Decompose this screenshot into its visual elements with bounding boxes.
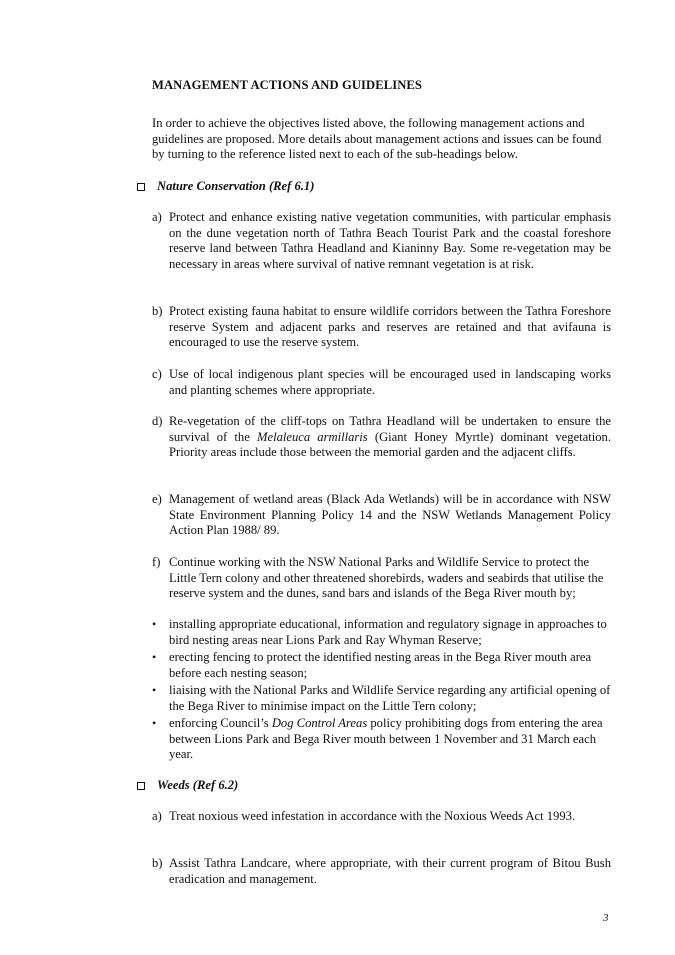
checkbox-bullet-icon	[137, 782, 145, 790]
item-text: Continue working with the NSW National Parks and Wildlife Service to protect the Little Tern colony and other threatened shorebirds, waders and seabirds that utilise the reserve system and the dunes, sand bars and islands of the Bega River mouth by;	[169, 555, 604, 601]
item-text: Management of wetland areas (Black Ada Wetlands) will be in accordance with NSW State Environment Planning Policy 14 and the NSW Wetlands Management Policy Action Plan 1988/ 89.	[169, 492, 611, 538]
list-item	[152, 304, 611, 351]
list-item	[152, 367, 611, 398]
list-item	[152, 492, 611, 539]
item-text	[169, 414, 611, 461]
list-item	[152, 210, 611, 272]
item-label: c)	[152, 367, 162, 381]
section-heading-nature-conservation	[137, 179, 314, 195]
item-text-end: (Giant Honey Myrtle) dominant vegetation. Priority areas include those between the memorial garden and the adjacent cliffs.	[169, 429, 611, 460]
item-label: f)	[152, 555, 161, 569]
bullet-dot-icon: •	[152, 716, 157, 730]
bullet-text-start: enforcing Council’s	[169, 716, 272, 730]
list-item	[152, 414, 611, 461]
section-title: Nature Conservation (Ref 6.1)	[157, 179, 315, 193]
bullet-item	[152, 683, 611, 714]
bullet-item	[152, 617, 611, 648]
bullet-text: erecting fencing to protect the identified nesting areas in the Bega River mouth area before each nesting season;	[169, 650, 592, 680]
bullet-text-end: policy prohibiting dogs from entering the area between Lions Park and Bega River mouth between 1 November and 31 March each year.	[169, 716, 603, 762]
list-item	[152, 856, 611, 887]
item-label: b)	[152, 856, 163, 870]
item-label: d)	[152, 414, 163, 428]
species-name: Melaleuca armillaris	[256, 429, 368, 444]
policy-name: Dog Control Areas	[271, 716, 368, 730]
bullet-text: installing appropriate educational, information and regulatory signage in approaches to bird nesting areas near Lions Park and Ray Whyman Reserve;	[169, 617, 607, 647]
intro-paragraph: In order to achieve the objectives listed above, the following management actions and guidelines are proposed. More details about management actions and issues can be found by turning to the reference listed next to each of the sub-headings below.	[152, 116, 602, 162]
page-heading: MANAGEMENT ACTIONS AND GUIDELINES	[152, 78, 423, 92]
item-text: Assist Tathra Landcare, where appropriate, with their current program of Bitou Bush eradication and management.	[169, 856, 611, 886]
bullet-dot-icon: •	[152, 650, 157, 664]
list-item	[152, 809, 611, 825]
bullet-text: liaising with the National Parks and Wildlife Service regarding any artificial opening of the Bega River to minimise impact on the Little Tern colony;	[169, 683, 611, 713]
item-text-start: Re-vegetation of the cliff-tops on Tathra Headland will be undertaken to ensure the survival of the	[169, 414, 611, 444]
bullet-item	[152, 650, 611, 681]
section-heading-weeds	[137, 778, 238, 794]
item-label: a)	[152, 210, 162, 224]
item-text: Treat noxious weed infestation in accordance with the Noxious Weeds Act 1993.	[169, 809, 576, 823]
bullet-item	[152, 716, 611, 763]
section-title: Weeds (Ref 6.2)	[157, 778, 239, 792]
item-label: e)	[152, 492, 162, 506]
item-text: Protect existing fauna habitat to ensure wildlife corridors between the Tathra Foreshore reserve System and adjacent parks and reserves are retained and that avifauna is encouraged to use the reserve system.	[169, 304, 611, 350]
bullet-dot-icon: •	[152, 683, 157, 697]
item-label: a)	[152, 809, 162, 823]
bullet-dot-icon: •	[152, 617, 157, 631]
list-item	[152, 555, 611, 602]
item-text: Protect and enhance existing native vegetation communities, with particular emphasis on the dune vegetation north of Tathra Beach Tourist Park and the coastal foreshore reserve land between Tathra Headland and Kianinny Bay. Some re-vegetation may be necessary in areas where survival of native remnant vegetation is at risk.	[169, 210, 611, 271]
item-text: Use of local indigenous plant species will be encouraged used in landscaping works and planting schemes where appropriate.	[169, 367, 611, 397]
page-number: 3	[603, 912, 609, 924]
item-label: b)	[152, 304, 163, 318]
bullet-text	[169, 716, 611, 763]
checkbox-bullet-icon	[137, 183, 145, 191]
